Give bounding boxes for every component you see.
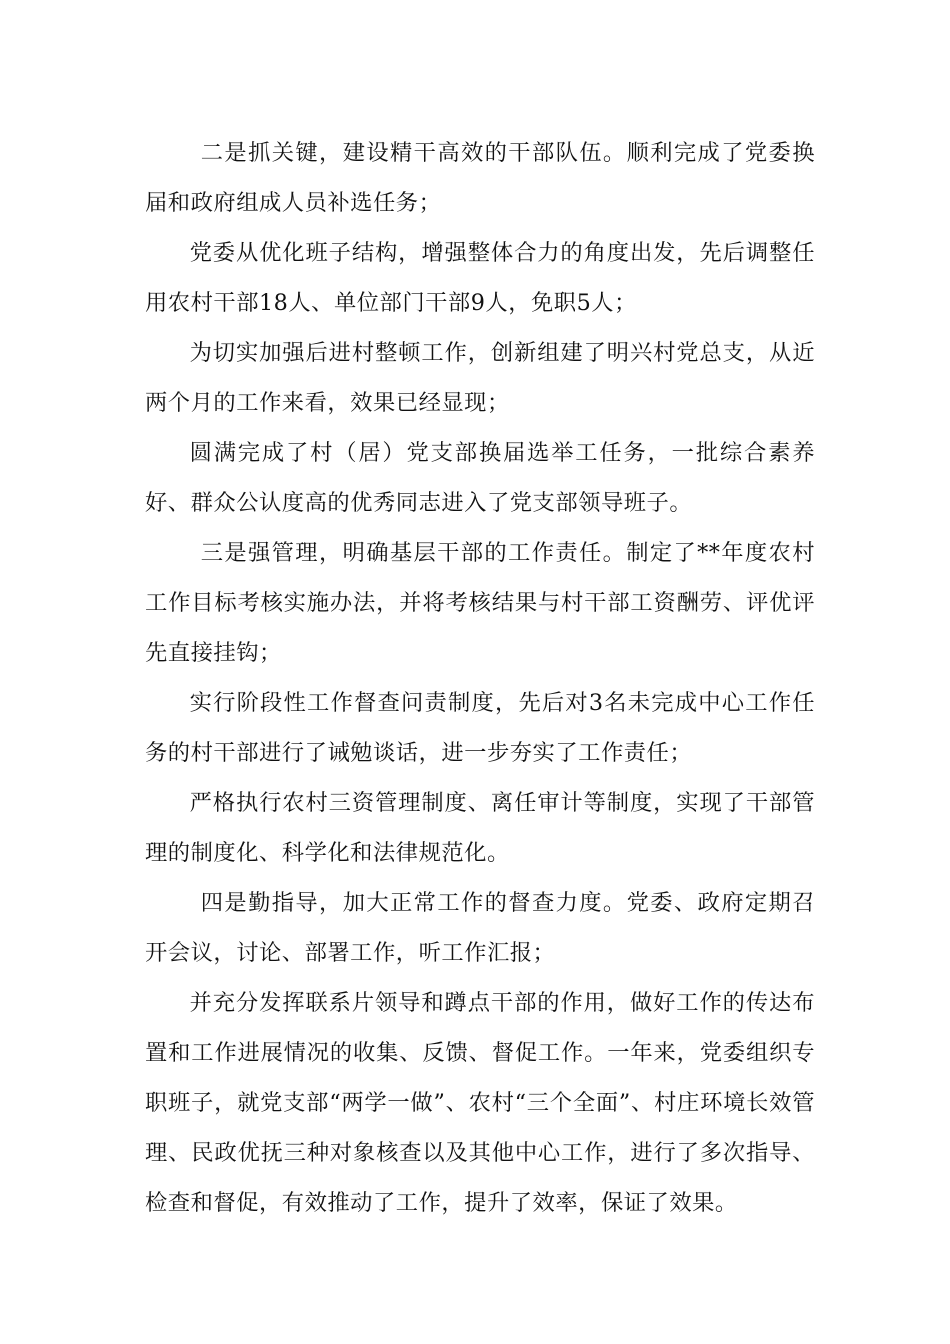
paragraph-1: 二是抓关键，建设精干高效的干部队伍。顺利完成了党委换届和政府组成人员补选任务； <box>145 140 815 216</box>
paragraph-3: 为切实加强后进村整顿工作，创新组建了明兴村党总支，从近两个月的工作来看，效果已经显现； <box>145 340 815 416</box>
document-body <box>145 128 815 1228</box>
paragraph-9: 并充分发挥联系片领导和蹲点干部的作用，做好工作的传达布置和工作进展情况的收集、反馈、督促工作。一年来，党委组织专职班子，就党支部“两学一做”、农村“三个全面”、村庄环境长效管理、民政优抚三种对象核查以及其他中心工作，进行了多次指导、检查和督促，有效推动了工作，提升了效率，保证了效果。 <box>145 990 815 1216</box>
paragraph-5: 三是强管理，明确基层干部的工作责任。制定了**年度农村工作目标考核实施办法，并将考核结果与村干部工资酬劳、评优评先直接挂钩； <box>145 540 815 666</box>
paragraph-7: 严格执行农村三资管理制度、离任审计等制度，实现了干部管理的制度化、科学化和法律规范化。 <box>145 790 815 866</box>
paragraph-2: 党委从优化班子结构，增强整体合力的角度出发，先后调整任用农村干部18人、单位部门干部9人，免职5人； <box>145 240 815 316</box>
paragraph-8: 四是勤指导，加大正常工作的督查力度。党委、政府定期召开会议，讨论、部署工作，听工作汇报； <box>145 890 815 966</box>
paragraph-6: 实行阶段性工作督查问责制度，先后对3名未完成中心工作任务的村干部进行了诫勉谈话，进一步夯实了工作责任； <box>145 690 815 766</box>
paragraph-4: 圆满完成了村（居）党支部换届选举工任务，一批综合素养好、群众公认度高的优秀同志进入了党支部领导班子。 <box>145 440 815 516</box>
